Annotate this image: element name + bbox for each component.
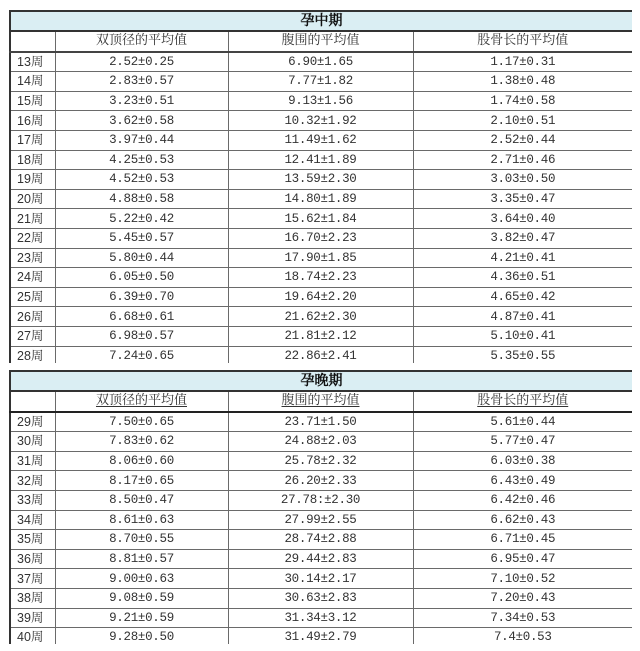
bpd-cell: 3.97±0.44 bbox=[55, 130, 228, 150]
fl-cell: 1.74±0.58 bbox=[413, 91, 632, 111]
fl-cell: 6.03±0.38 bbox=[413, 451, 632, 471]
fl-cell: 6.71±0.45 bbox=[413, 530, 632, 550]
late-pregnancy-table-container bbox=[9, 370, 632, 644]
ac-cell: 13.59±2.30 bbox=[228, 170, 413, 190]
ac-cell: 10.32±1.92 bbox=[228, 111, 413, 131]
ac-cell: 16.70±2.23 bbox=[228, 228, 413, 248]
table-row bbox=[10, 307, 632, 327]
table-row bbox=[10, 150, 632, 170]
fl-cell: 6.42±0.46 bbox=[413, 490, 632, 510]
bpd-cell: 5.45±0.57 bbox=[55, 228, 228, 248]
bpd-cell: 8.70±0.55 bbox=[55, 530, 228, 550]
fl-cell: 4.21±0.41 bbox=[413, 248, 632, 268]
table-row bbox=[10, 346, 632, 363]
bpd-cell: 6.98±0.57 bbox=[55, 326, 228, 346]
week-cell: 19周 bbox=[10, 170, 55, 190]
table-row bbox=[10, 510, 632, 530]
week-cell: 20周 bbox=[10, 189, 55, 209]
table-title: 孕晚期 bbox=[10, 371, 632, 391]
mid-pregnancy-table bbox=[9, 10, 632, 363]
fl-cell: 5.77±0.47 bbox=[413, 432, 632, 452]
fl-cell: 3.35±0.47 bbox=[413, 189, 632, 209]
bpd-cell: 9.00±0.63 bbox=[55, 569, 228, 589]
late-pregnancy-table bbox=[9, 370, 632, 644]
ac-cell: 6.90±1.65 bbox=[228, 52, 413, 72]
week-cell: 14周 bbox=[10, 72, 55, 92]
bpd-cell: 8.06±0.60 bbox=[55, 451, 228, 471]
table-title-row bbox=[10, 11, 632, 31]
ac-cell: 25.78±2.32 bbox=[228, 451, 413, 471]
column-header-week bbox=[10, 31, 55, 52]
bpd-cell: 8.50±0.47 bbox=[55, 490, 228, 510]
bpd-cell: 5.22±0.42 bbox=[55, 209, 228, 229]
week-cell: 37周 bbox=[10, 569, 55, 589]
mid-pregnancy-table-container bbox=[9, 10, 632, 363]
fl-cell: 5.10±0.41 bbox=[413, 326, 632, 346]
bpd-cell: 7.50±0.65 bbox=[55, 412, 228, 432]
table-row bbox=[10, 549, 632, 569]
bpd-cell: 9.08±0.59 bbox=[55, 588, 228, 608]
column-header-row bbox=[10, 31, 632, 52]
fl-cell: 5.35±0.55 bbox=[413, 346, 632, 363]
bpd-cell: 2.83±0.57 bbox=[55, 72, 228, 92]
week-cell: 23周 bbox=[10, 248, 55, 268]
ac-cell: 14.80±1.89 bbox=[228, 189, 413, 209]
table-row bbox=[10, 608, 632, 628]
bpd-cell: 3.62±0.58 bbox=[55, 111, 228, 131]
ac-cell: 12.41±1.89 bbox=[228, 150, 413, 170]
week-cell: 13周 bbox=[10, 52, 55, 72]
table-row bbox=[10, 72, 632, 92]
week-cell: 32周 bbox=[10, 471, 55, 491]
week-cell: 29周 bbox=[10, 412, 55, 432]
table-row bbox=[10, 248, 632, 268]
week-cell: 34周 bbox=[10, 510, 55, 530]
fl-cell: 1.38±0.48 bbox=[413, 72, 632, 92]
table-row bbox=[10, 530, 632, 550]
week-cell: 16周 bbox=[10, 111, 55, 131]
bpd-cell: 6.05±0.50 bbox=[55, 268, 228, 288]
week-cell: 38周 bbox=[10, 588, 55, 608]
table-row bbox=[10, 130, 632, 150]
column-header-bpd: 双顶径的平均值 bbox=[55, 391, 228, 412]
ac-cell: 11.49±1.62 bbox=[228, 130, 413, 150]
table-title-row bbox=[10, 371, 632, 391]
bpd-cell: 7.24±0.65 bbox=[55, 346, 228, 363]
table-row bbox=[10, 471, 632, 491]
table-row bbox=[10, 432, 632, 452]
table-row bbox=[10, 52, 632, 72]
ac-cell: 30.14±2.17 bbox=[228, 569, 413, 589]
table-row bbox=[10, 326, 632, 346]
week-cell: 18周 bbox=[10, 150, 55, 170]
ac-cell: 17.90±1.85 bbox=[228, 248, 413, 268]
fl-cell: 3.82±0.47 bbox=[413, 228, 632, 248]
column-header-row bbox=[10, 391, 632, 412]
ac-cell: 31.34±3.12 bbox=[228, 608, 413, 628]
table-row bbox=[10, 490, 632, 510]
fl-cell: 5.61±0.44 bbox=[413, 412, 632, 432]
bpd-cell: 7.83±0.62 bbox=[55, 432, 228, 452]
week-cell: 25周 bbox=[10, 287, 55, 307]
fl-cell: 6.43±0.49 bbox=[413, 471, 632, 491]
week-cell: 15周 bbox=[10, 91, 55, 111]
ac-cell: 15.62±1.84 bbox=[228, 209, 413, 229]
table-row bbox=[10, 287, 632, 307]
ac-cell: 21.81±2.12 bbox=[228, 326, 413, 346]
table-body bbox=[10, 52, 632, 363]
table-row bbox=[10, 569, 632, 589]
bpd-cell: 6.68±0.61 bbox=[55, 307, 228, 327]
fl-cell: 4.65±0.42 bbox=[413, 287, 632, 307]
week-cell: 27周 bbox=[10, 326, 55, 346]
table-row bbox=[10, 628, 632, 644]
table-row bbox=[10, 412, 632, 432]
bpd-cell: 4.52±0.53 bbox=[55, 170, 228, 190]
bpd-cell: 6.39±0.70 bbox=[55, 287, 228, 307]
ac-cell: 19.64±2.20 bbox=[228, 287, 413, 307]
table-row bbox=[10, 451, 632, 471]
column-header-fl: 股骨长的平均值 bbox=[413, 31, 632, 52]
bpd-cell: 2.52±0.25 bbox=[55, 52, 228, 72]
bpd-cell: 8.17±0.65 bbox=[55, 471, 228, 491]
ac-cell: 30.63±2.83 bbox=[228, 588, 413, 608]
fl-cell: 3.03±0.50 bbox=[413, 170, 632, 190]
ac-cell: 21.62±2.30 bbox=[228, 307, 413, 327]
week-cell: 26周 bbox=[10, 307, 55, 327]
ac-cell: 22.86±2.41 bbox=[228, 346, 413, 363]
table-row bbox=[10, 588, 632, 608]
table-row bbox=[10, 228, 632, 248]
ac-cell: 23.71±1.50 bbox=[228, 412, 413, 432]
ac-cell: 7.77±1.82 bbox=[228, 72, 413, 92]
fl-cell: 2.52±0.44 bbox=[413, 130, 632, 150]
ac-cell: 27.99±2.55 bbox=[228, 510, 413, 530]
table-row bbox=[10, 268, 632, 288]
fl-cell: 6.62±0.43 bbox=[413, 510, 632, 530]
ac-cell: 26.20±2.33 bbox=[228, 471, 413, 491]
bpd-cell: 8.61±0.63 bbox=[55, 510, 228, 530]
column-header-fl: 股骨长的平均值 bbox=[413, 391, 632, 412]
week-cell: 17周 bbox=[10, 130, 55, 150]
table-row bbox=[10, 111, 632, 131]
column-header-bpd: 双顶径的平均值 bbox=[55, 31, 228, 52]
table-row bbox=[10, 91, 632, 111]
week-cell: 21周 bbox=[10, 209, 55, 229]
table-row bbox=[10, 189, 632, 209]
week-cell: 28周 bbox=[10, 346, 55, 363]
bpd-cell: 9.21±0.59 bbox=[55, 608, 228, 628]
ac-cell: 27.78:±2.30 bbox=[228, 490, 413, 510]
fl-cell: 7.4±0.53 bbox=[413, 628, 632, 644]
week-cell: 33周 bbox=[10, 490, 55, 510]
ac-cell: 31.49±2.79 bbox=[228, 628, 413, 644]
ac-cell: 24.88±2.03 bbox=[228, 432, 413, 452]
fl-cell: 2.10±0.51 bbox=[413, 111, 632, 131]
week-cell: 30周 bbox=[10, 432, 55, 452]
bpd-cell: 4.88±0.58 bbox=[55, 189, 228, 209]
week-cell: 31周 bbox=[10, 451, 55, 471]
week-cell: 39周 bbox=[10, 608, 55, 628]
week-cell: 22周 bbox=[10, 228, 55, 248]
week-cell: 24周 bbox=[10, 268, 55, 288]
ac-cell: 29.44±2.83 bbox=[228, 549, 413, 569]
ac-cell: 18.74±2.23 bbox=[228, 268, 413, 288]
bpd-cell: 5.80±0.44 bbox=[55, 248, 228, 268]
table-row bbox=[10, 209, 632, 229]
bpd-cell: 9.28±0.50 bbox=[55, 628, 228, 644]
fl-cell: 4.87±0.41 bbox=[413, 307, 632, 327]
bpd-cell: 8.81±0.57 bbox=[55, 549, 228, 569]
table-row bbox=[10, 170, 632, 190]
table-title: 孕中期 bbox=[10, 11, 632, 31]
column-header-week bbox=[10, 391, 55, 412]
fl-cell: 7.20±0.43 bbox=[413, 588, 632, 608]
column-header-ac: 腹围的平均值 bbox=[228, 391, 413, 412]
ac-cell: 28.74±2.88 bbox=[228, 530, 413, 550]
column-header-ac: 腹围的平均值 bbox=[228, 31, 413, 52]
week-cell: 40周 bbox=[10, 628, 55, 644]
fl-cell: 7.34±0.53 bbox=[413, 608, 632, 628]
ac-cell: 9.13±1.56 bbox=[228, 91, 413, 111]
fl-cell: 3.64±0.40 bbox=[413, 209, 632, 229]
fl-cell: 4.36±0.51 bbox=[413, 268, 632, 288]
table-body bbox=[10, 412, 632, 644]
bpd-cell: 3.23±0.51 bbox=[55, 91, 228, 111]
week-cell: 35周 bbox=[10, 530, 55, 550]
bpd-cell: 4.25±0.53 bbox=[55, 150, 228, 170]
fl-cell: 1.17±0.31 bbox=[413, 52, 632, 72]
week-cell: 36周 bbox=[10, 549, 55, 569]
fl-cell: 2.71±0.46 bbox=[413, 150, 632, 170]
fl-cell: 7.10±0.52 bbox=[413, 569, 632, 589]
fl-cell: 6.95±0.47 bbox=[413, 549, 632, 569]
